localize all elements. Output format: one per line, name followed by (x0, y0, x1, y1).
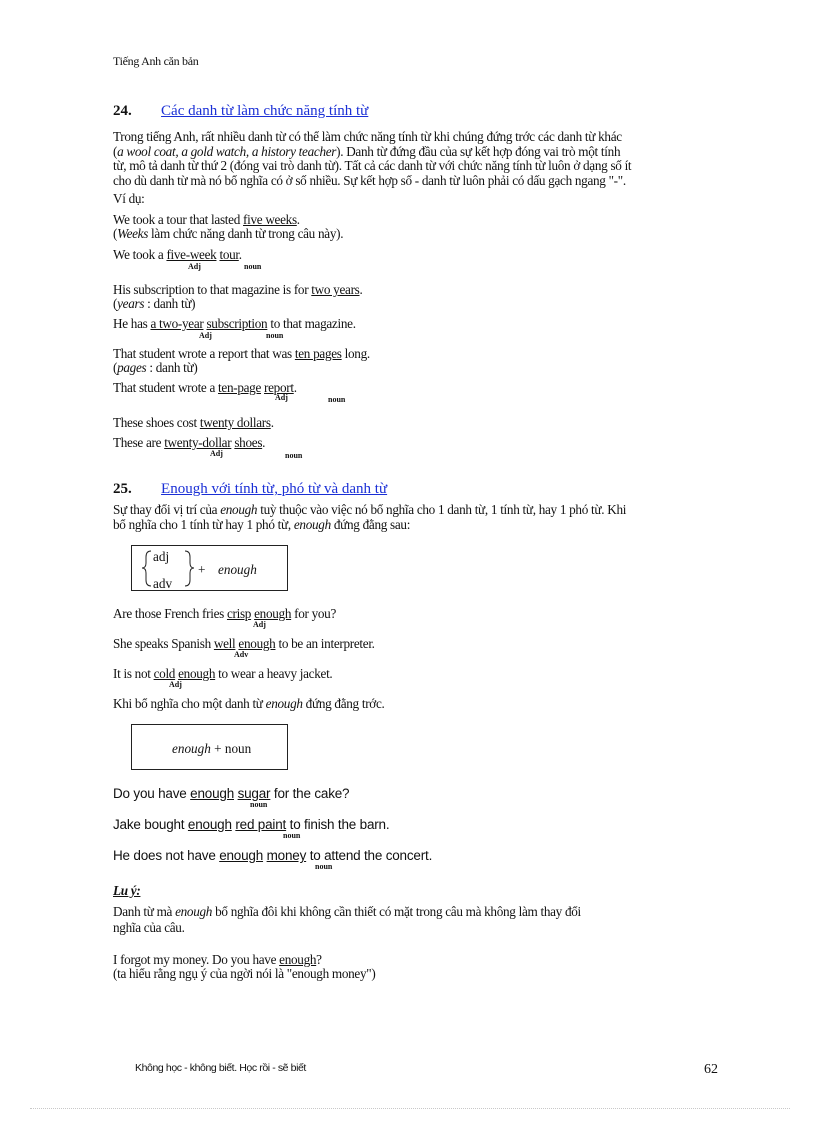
example-sentence: Jake bought enough red paint to finish the barn. (113, 817, 390, 832)
example-sentence: We took a five-week tour. (113, 247, 242, 262)
page-bottom-border (30, 1108, 790, 1109)
pos-tag-noun: noun (244, 262, 262, 271)
pos-tag-noun: noun (315, 862, 333, 871)
example-label: Ví dụ: (113, 191, 145, 206)
section-title: Enough với tính từ, phó từ và danh từ (161, 481, 388, 497)
pos-tag-noun: noun (283, 831, 301, 840)
paragraph-line: Khi bổ nghĩa cho một danh từ enough đứng đằng trớc. (113, 696, 385, 711)
section-25-heading (113, 481, 387, 498)
pos-tag-adj: Adj (210, 449, 223, 458)
footer-text: Không học - không biết. Học rồi - sẽ biết (135, 1062, 306, 1074)
example-sentence: That student wrote a ten-page report. (113, 380, 297, 395)
pos-tag-adj: Adj (169, 680, 182, 689)
paragraph-line: nghĩa của câu. (113, 920, 185, 935)
paragraph-line: Trong tiếng Anh, rất nhiều danh từ có thể làm chức năng tính từ khi chúng đứng trớc các danh từ khác (113, 129, 622, 144)
formula-adv: adv (153, 576, 173, 591)
example-sentence: These are twenty-dollar shoes. (113, 435, 266, 450)
pos-tag-adj: Adj (199, 331, 212, 340)
formula-plus: + (198, 562, 206, 577)
example-sentence: These shoes cost twenty dollars. (113, 415, 274, 430)
section-24-heading (113, 103, 368, 120)
example-sentence: His subscription to that magazine is for two years. (113, 282, 363, 297)
example-sentence: He has a two-year subscription to that magazine. (113, 316, 356, 331)
example-sentence: That student wrote a report that was ten pages long. (113, 346, 370, 361)
pos-tag-adj: Adj (275, 393, 288, 402)
paragraph-line: từ, mô tả danh từ thứ 2 (đóng vai trò danh từ). Tất cả các danh từ với chức năng tính từ luôn ở dạng số ít (113, 158, 632, 173)
formula-adj: adj (153, 549, 170, 564)
pos-tag-adj: Adj (253, 620, 266, 629)
example-sentence: She speaks Spanish well enough to be an interpreter. (113, 636, 375, 651)
section-number: 24. (113, 103, 132, 119)
formula-enough: enough (218, 562, 257, 577)
example-sentence: It is not cold enough to wear a heavy jacket. (113, 666, 333, 681)
formula-box-enough-noun (131, 724, 288, 770)
note-heading: Lu ý: (113, 883, 141, 898)
paragraph-line: Sự thay đổi vị trí của enough tuỳ thuộc vào việc nó bổ nghĩa cho 1 danh từ, 1 tính từ, hay 1 phó từ. Khi (113, 502, 627, 517)
paragraph-line: cho dù danh từ mà nó bổ nghĩa có ở số nhiều. Sự kết hợp số - danh từ luôn phải có dấu gạch ngang "-". (113, 173, 626, 188)
example-sentence: We took a tour that lasted five weeks. (113, 212, 300, 227)
section-title: Các danh từ làm chức năng tính từ (161, 103, 369, 119)
section-number: 25. (113, 481, 132, 497)
running-header: Tiếng Anh căn bản (113, 54, 199, 68)
formula-enough-noun: enough + noun (172, 741, 252, 756)
paragraph-line: bổ nghĩa cho 1 tính từ hay 1 phó từ, enough đứng đằng sau: (113, 517, 411, 532)
example-note: (ta hiểu rằng ngụ ý của ngời nói là "enough money") (113, 966, 376, 981)
example-sentence: Are those French fries crisp enough for you? (113, 606, 337, 621)
example-sentence: I forgot my money. Do you have enough? (113, 952, 322, 967)
example-sentence: He does not have enough money to attend the concert. (113, 848, 433, 863)
example-note: (pages : danh từ) (113, 360, 198, 375)
pos-tag-noun: noun (250, 800, 268, 809)
example-note: (years : danh từ) (113, 296, 196, 311)
example-sentence: Do you have enough sugar for the cake? (113, 786, 350, 801)
pos-tag-adj: Adj (188, 262, 201, 271)
formula-box-adj-adv-enough (131, 545, 288, 591)
pos-tag-adv: Adv (234, 650, 249, 659)
pos-tag-noun: noun (328, 395, 346, 404)
paragraph-line: Danh từ mà enough bổ nghĩa đôi khi không cần thiết có mặt trong câu mà không làm thay đổi (113, 904, 581, 919)
pos-tag-noun: noun (266, 331, 284, 340)
paragraph-line: (a wool coat, a gold watch, a history teacher). Danh từ đứng đầu của sự kết hợp đóng vai trò một tính (113, 144, 621, 159)
page-number: 62 (704, 1062, 718, 1077)
example-note: (Weeks làm chức năng danh từ trong câu này). (113, 226, 344, 241)
pos-tag-noun: noun (285, 451, 303, 460)
